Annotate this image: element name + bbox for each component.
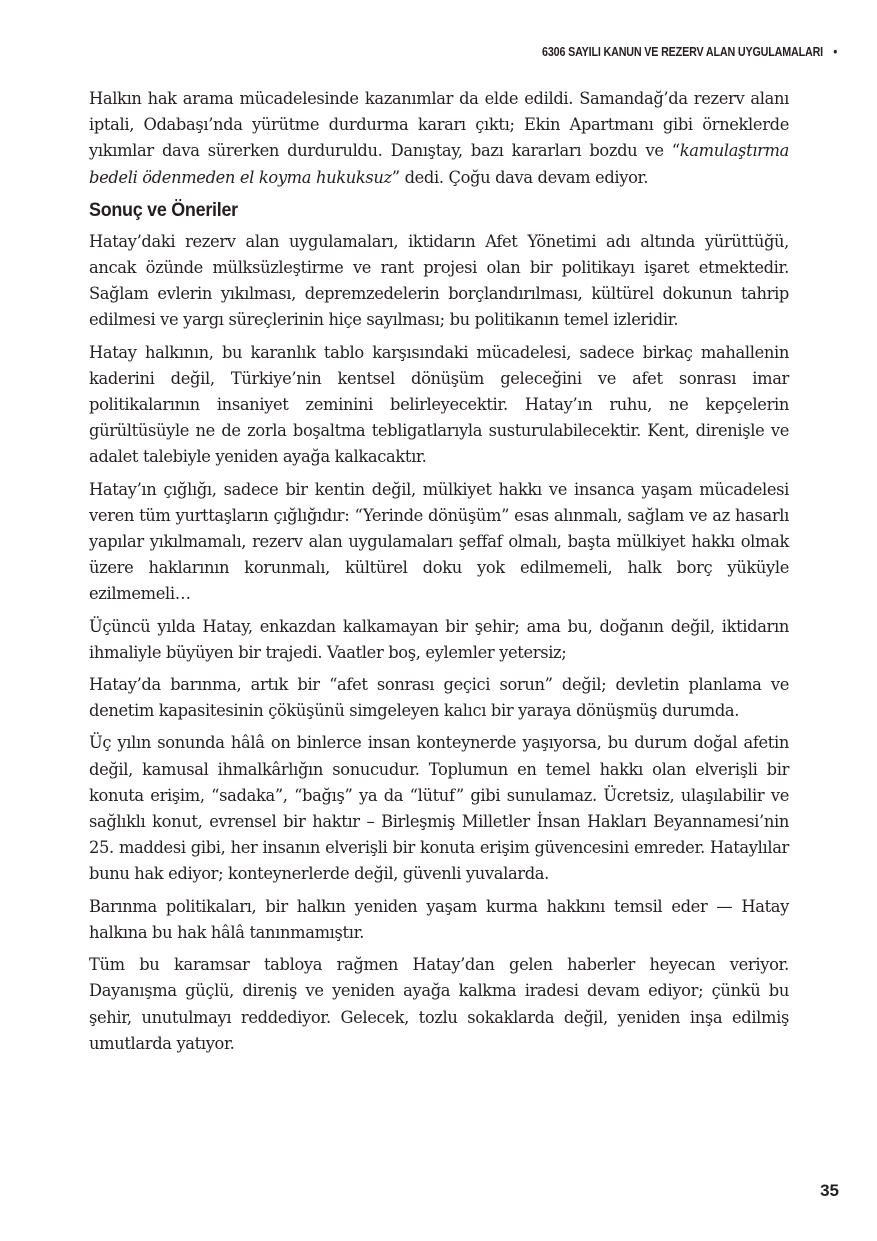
section-paragraph-8: Tüm bu karamsar tabloya rağmen Hatay’dan gelen haberler heyecan veriyor. Dayanışma güçlü, direniş ve yeniden ayağa kalkma iradesi devam ediyor; çünkü bu şehir, unutulmayı reddediyor. Gelecek, tozlu sokaklarda değil, yeniden inşa edilmiş umutlarda yatıyor.	[89, 955, 789, 1053]
intro-quote: kamulaştırma bedeli ödenmeden el koyma hukuksuz	[89, 141, 789, 187]
running-header-bullet: •	[833, 44, 837, 59]
section-heading: Sonuç ve Öneriler	[89, 198, 238, 221]
section-paragraph-4: Üçüncü yılda Hatay, enkazdan kalkamayan bir şehir; ama bu, doğanın değil, iktidarın ihmaliyle büyüyen bir trajedi. Vaatler boş, eylemler yetersiz;	[89, 616, 789, 662]
section-paragraph-1: Hatay’daki rezerv alan uygulamaları, iktidarın Afet Yönetimi adı altında yürüttüğü, ancak özünde mülksüzleştirme ve rant projesi olan bir politikayı işaret etmektedir. Sağlam evlerin yıkılması, depremzedelerin borçlandırılması, kültürel dokunun tahrip edilmesi ve yargı süreçlerinin hiçe sayılması; bu politikanın temel izleridir.	[89, 231, 789, 330]
section-paragraph-5: Hatay’da barınma, artık bir “afet sonrası geçici sorun” değil; devletin planlama ve denetim kapasitesinin çöküşünü simgeleyen kalıcı bir yaraya dönüşmüş durumda.	[89, 675, 789, 721]
section-paragraph-3: Hatay’ın çığlığı, sadece bir kentin değil, mülkiyet hakkı ve insanca yaşam mücadelesi veren tüm yurttaşların çığlığıdır: “Yerinde dönüşüm” esas alınmalı, sağlam ve az hasarlı yapılar yıkılmamalı, rezerv alan uygulamaları şeffaf olmalı, başta mülkiyet hakkı olmak üzere haklarının korunmalı, kültürel doku yok edilmemeli, halk borç yüküyle ezilmemeli…	[89, 479, 789, 604]
section-paragraph-6: Üç yılın sonunda hâlâ on binlerce insan konteynerde yaşıyorsa, bu durum doğal afetin değil, kamusal ihmalkârlığın sonucudur. Toplumun en temel hakkı olan elverişli bir konuta erişim, “sadaka”, “bağış” ya da “lütuf” gibi sunulamaz. Ücretsiz, ulaşılabilir ve sağlıklı konut, evrensel bir haktır – Birleşmiş Milletler İnsan Hakları Beyannamesi’nin 25. maddesi gibi, her insanın elverişli bir konuta erişim güvencesini emreder. Hataylılar bunu hak ediyor; konteynerlerde değil, güvenli yuvalarda.	[89, 733, 789, 884]
page-content	[89, 86, 789, 1063]
running-header	[542, 44, 837, 59]
section-paragraph-2: Hatay halkının, bu karanlık tablo karşısındaki mücadelesi, sadece birkaç mahallenin kaderini değil, Türkiye’nin kentsel dönüşüm geleceğini ve afet sonrası imar politikalarının insaniyet zeminini belirleyecektir. Hatay’ın ruhu, ne kepçelerin gürültüsüyle ne de zorla boşaltma tebligatlarıyla susturulabilecektir. Kent, direnişle ve adalet talebiyle yeniden ayağa kalkacaktır.	[89, 342, 789, 467]
intro-text-before-quote: Halkın hak arama mücadelesinde kazanımlar da elde edildi. Samandağ’da rezerv alanı iptali, Odabaşı’nda yürütme durdurma kararı çıktı; Ekin Apartmanı gibi örneklerde yıkımlar dava sürerken durduruldu. Danıştay, bazı kararları bozdu ve “	[89, 89, 789, 161]
section-paragraph-7: Barınma politikaları, bir halkın yeniden yaşam kurma hakkını temsil eder — Hatay halkına bu hak hâlâ tanınmamıştır.	[89, 896, 789, 942]
intro-text-after-quote: ” dedi. Çoğu dava devam ediyor.	[391, 167, 649, 187]
running-header-title: 6306 SAYILI KANUN VE REZERV ALAN UYGULAMALARI	[541, 44, 823, 59]
page-number: 35	[820, 1181, 839, 1200]
intro-paragraph	[89, 86, 789, 191]
